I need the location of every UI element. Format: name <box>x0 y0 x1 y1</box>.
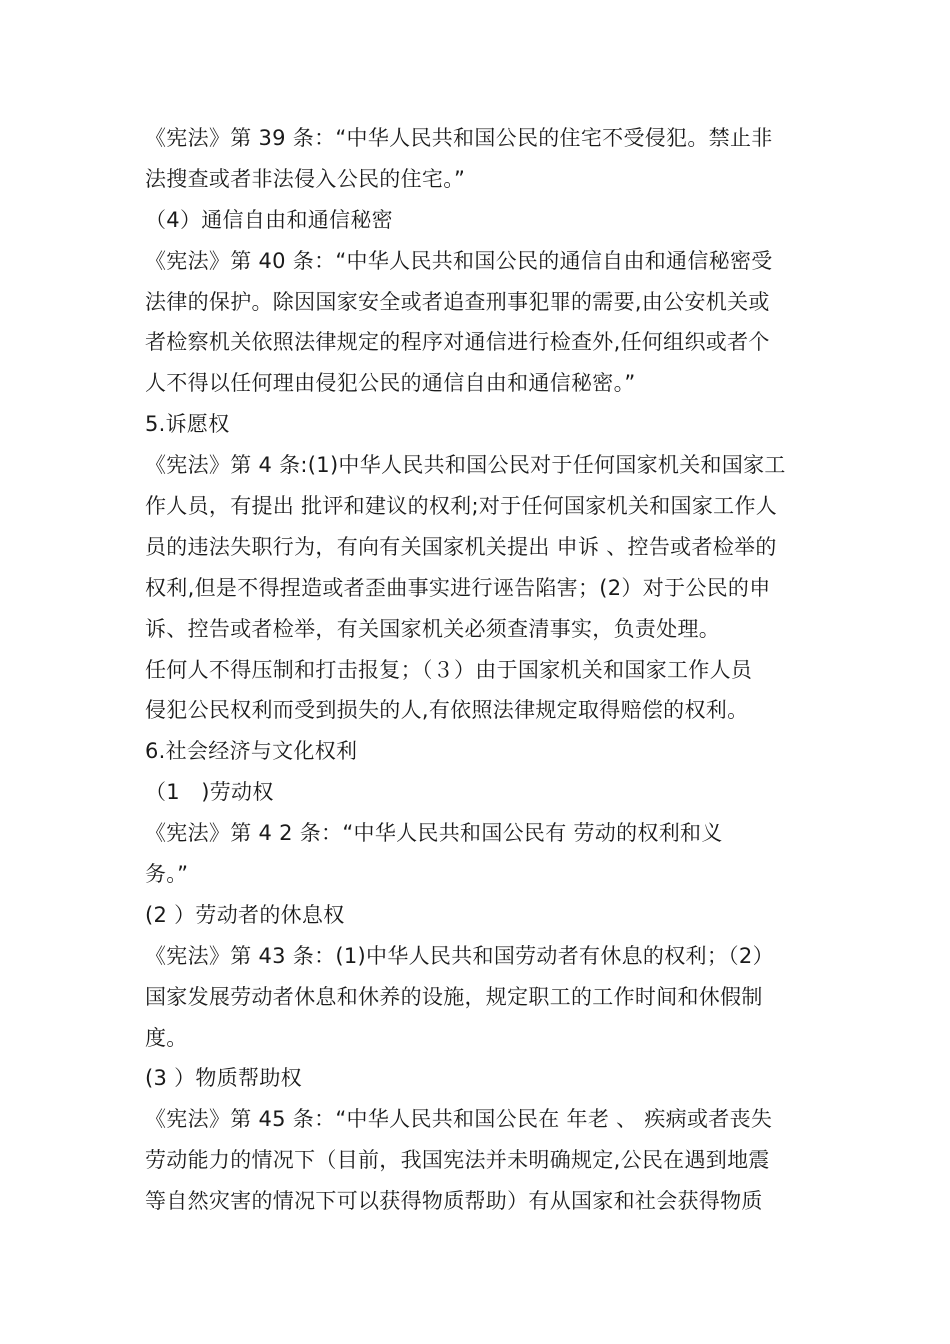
text-line: 度。 <box>145 1025 188 1050</box>
section-heading: （4）通信自由和通信秘密 <box>145 207 393 232</box>
text-line: 侵犯公民权利而受到损失的人,有依照法律规定取得赔偿的权利。 <box>145 698 749 723</box>
text-line: 诉、控告或者检举，有关国家机关必须查清事实，负责处理。 <box>145 616 721 641</box>
section-heading: (3 ）物质帮助权 <box>145 1066 302 1091</box>
document-page <box>145 118 810 1222</box>
text-line: 《宪法》第 45 条：“中华人民共和国公民在 年老 、 疾病或者丧失 <box>145 1107 773 1132</box>
text-line: 任何人不得压制和打击报复；（３）由于国家机关和国家工作人员 <box>145 657 753 682</box>
text-line: 作人员，有提出 批评和建议的权利;对于任何国家机关和国家工作人 <box>145 494 778 519</box>
text-line: 权利,但是不得捏造或者歪曲事实进行诬告陷害；(2）对于公民的申 <box>145 575 771 600</box>
text-line: 《宪法》第 40 条：“中华人民共和国公民的通信自由和通信秘密受 <box>145 248 773 273</box>
text-line: 人不得以任何理由侵犯公民的通信自由和通信秘密。” <box>145 371 636 396</box>
text-line: 劳动能力的情况下（目前，我国宪法并未明确规定,公民在遇到地震 <box>145 1148 770 1173</box>
text-line: 《宪法》第 39 条：“中华人民共和国公民的住宅不受侵犯。禁止非 <box>145 126 773 150</box>
text-line: 法律的保护。除因国家安全或者追查刑事犯罪的需要,由公安机关或 <box>145 289 770 314</box>
section-heading: （1 )劳动权 <box>145 780 274 805</box>
section-heading: 5.诉愿权 <box>145 412 230 437</box>
text-line: 国家发展劳动者休息和休养的设施，规定职工的工作时间和休假制 <box>145 984 763 1009</box>
text-line: 者检察机关依照法律规定的程序对通信进行检查外,任何组织或者个 <box>145 330 770 355</box>
section-heading: 6.社会经济与文化权利 <box>145 739 358 764</box>
text-line: 法搜查或者非法侵入公民的住宅。” <box>145 166 466 191</box>
section-heading: (2 ）劳动者的休息权 <box>145 902 345 927</box>
text-line: 务。” <box>145 862 189 887</box>
text-line: 《宪法》第 4 2 条：“中华人民共和国公民有 劳动的权利和义 <box>145 821 723 846</box>
text-line: 等自然灾害的情况下可以获得物质帮助）有从国家和社会获得物质 <box>145 1189 763 1214</box>
text-line: 员的违法失职行为，有向有关国家机关提出 申诉 、控告或者检举的 <box>145 534 777 559</box>
text-line: 《宪法》第 4 条:(1)中华人民共和国公民对于任何国家机关和国家工 <box>145 453 786 478</box>
text-line: 《宪法》第 43 条：(1)中华人民共和国劳动者有休息的权利；（2） <box>145 943 774 968</box>
